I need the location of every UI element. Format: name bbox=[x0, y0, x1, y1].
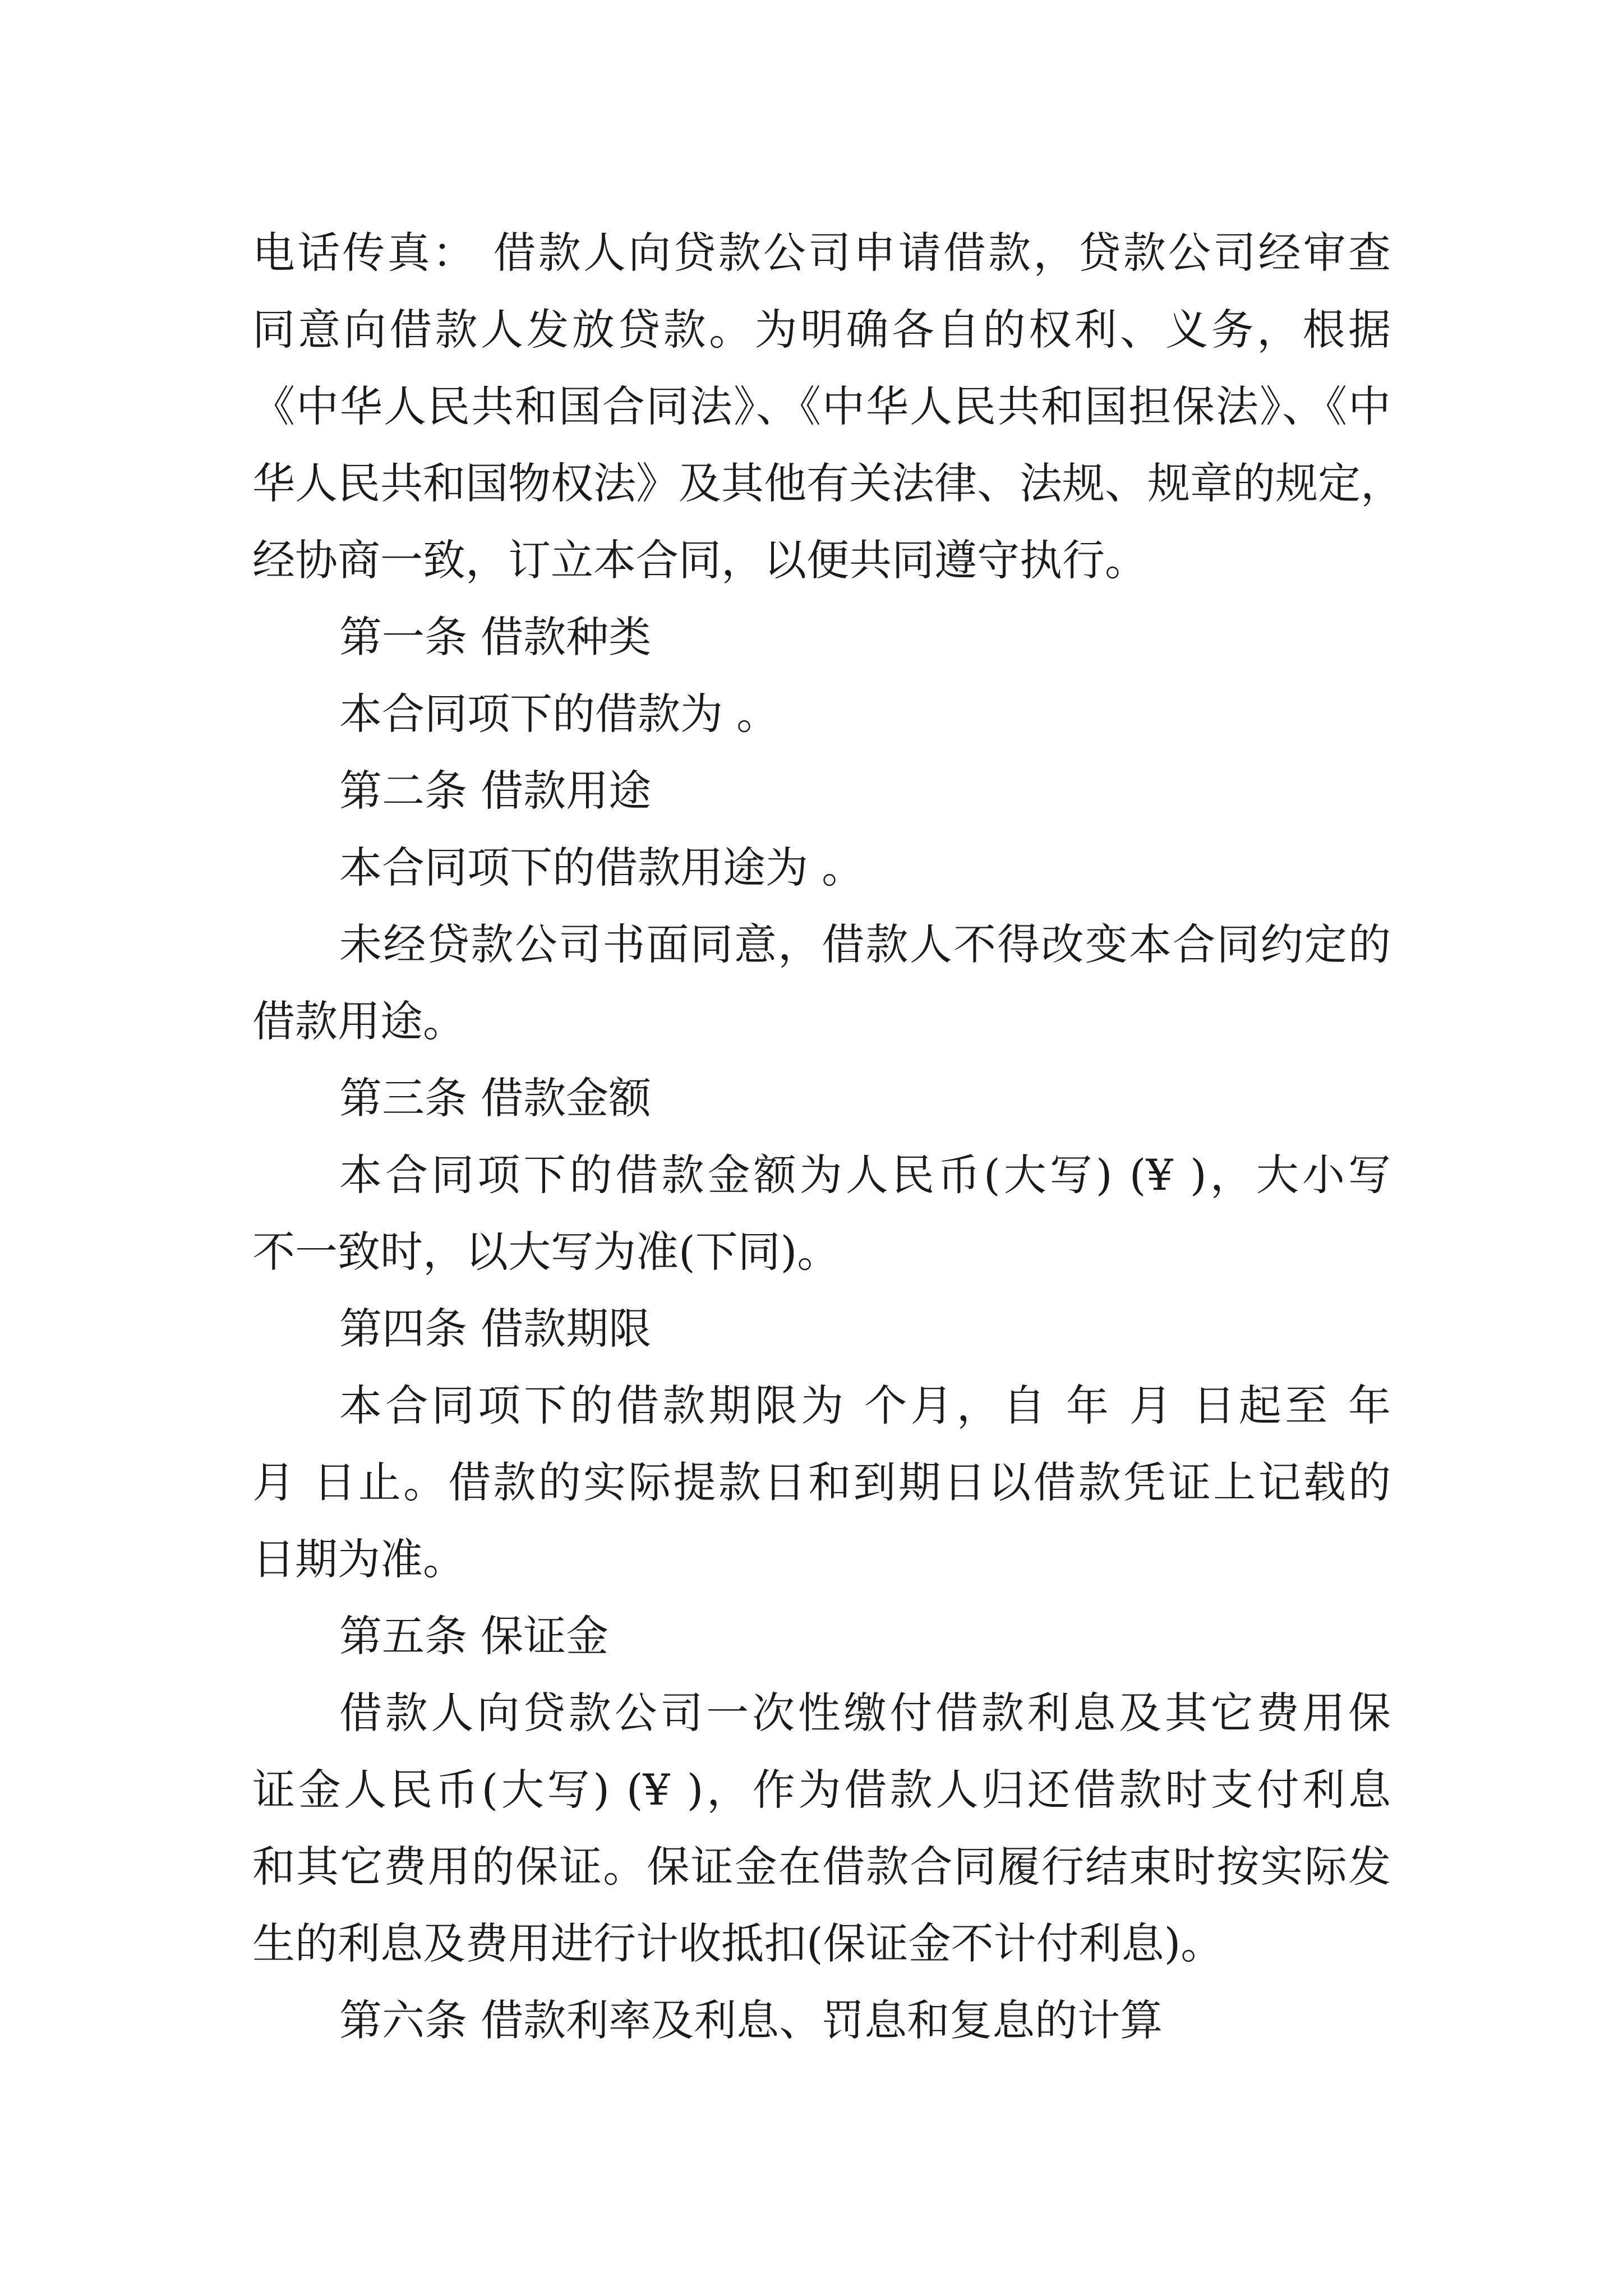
body-line: 经协商一致，订立本合同，以便共同遵守执行。 bbox=[252, 535, 1147, 585]
article-heading: 第六条 借款利率及利息、罚息和复息的计算 bbox=[339, 1995, 1163, 2045]
body-line: 借款人向贷款公司一次性缴付借款利息及其它费用保 bbox=[339, 1688, 1391, 1738]
article-heading: 第四条 借款期限 bbox=[339, 1304, 652, 1354]
article-heading: 第三条 借款金额 bbox=[339, 1073, 652, 1123]
body-line: 月 日止。借款的实际提款日和到期日以借款凭证上记载的 bbox=[252, 1457, 1391, 1507]
body-line: 日期为准。 bbox=[252, 1534, 465, 1584]
article-heading: 第五条 保证金 bbox=[339, 1611, 609, 1661]
body-line: 借款用途。 bbox=[252, 996, 465, 1046]
body-line: 不一致时，以大写为准(下同)。 bbox=[252, 1227, 840, 1277]
article-heading: 第二条 借款用途 bbox=[339, 766, 652, 816]
body-line: 本合同项下的借款用途为 。 bbox=[339, 843, 865, 892]
body-line: 本合同项下的借款为 。 bbox=[339, 689, 780, 739]
body-line: 证金人民币(大写) (¥ )，作为借款人归还借款时支付利息 bbox=[252, 1765, 1391, 1815]
body-line: 和其它费用的保证。保证金在借款合同履行结束时按实际发 bbox=[252, 1842, 1391, 1892]
body-line: 电话传真： 借款人向贷款公司申请借款，贷款公司经审查 bbox=[252, 228, 1391, 278]
body-line: 本合同项下的借款金额为人民币(大写) (¥ )，大小写 bbox=[339, 1150, 1391, 1200]
body-line: 本合同项下的借款期限为 个月，自 年 月 日起至 年 bbox=[339, 1381, 1391, 1430]
body-line: 生的利息及费用进行计收抵扣(保证金不计付利息)。 bbox=[252, 1918, 1224, 1968]
article-heading: 第一条 借款种类 bbox=[339, 612, 652, 662]
body-line: 华人民共和国物权法》及其他有关法律、法规、规章的规定， bbox=[252, 458, 1403, 508]
contract-body bbox=[252, 214, 1403, 2059]
body-line: 未经贷款公司书面同意，借款人不得改变本合同约定的 bbox=[339, 919, 1391, 969]
body-line: 同意向借款人发放贷款。为明确各自的权利、义务，根据 bbox=[252, 305, 1391, 355]
body-line: 《中华人民共和国合同法》、《中华人民共和国担保法》、《中 bbox=[252, 381, 1391, 431]
